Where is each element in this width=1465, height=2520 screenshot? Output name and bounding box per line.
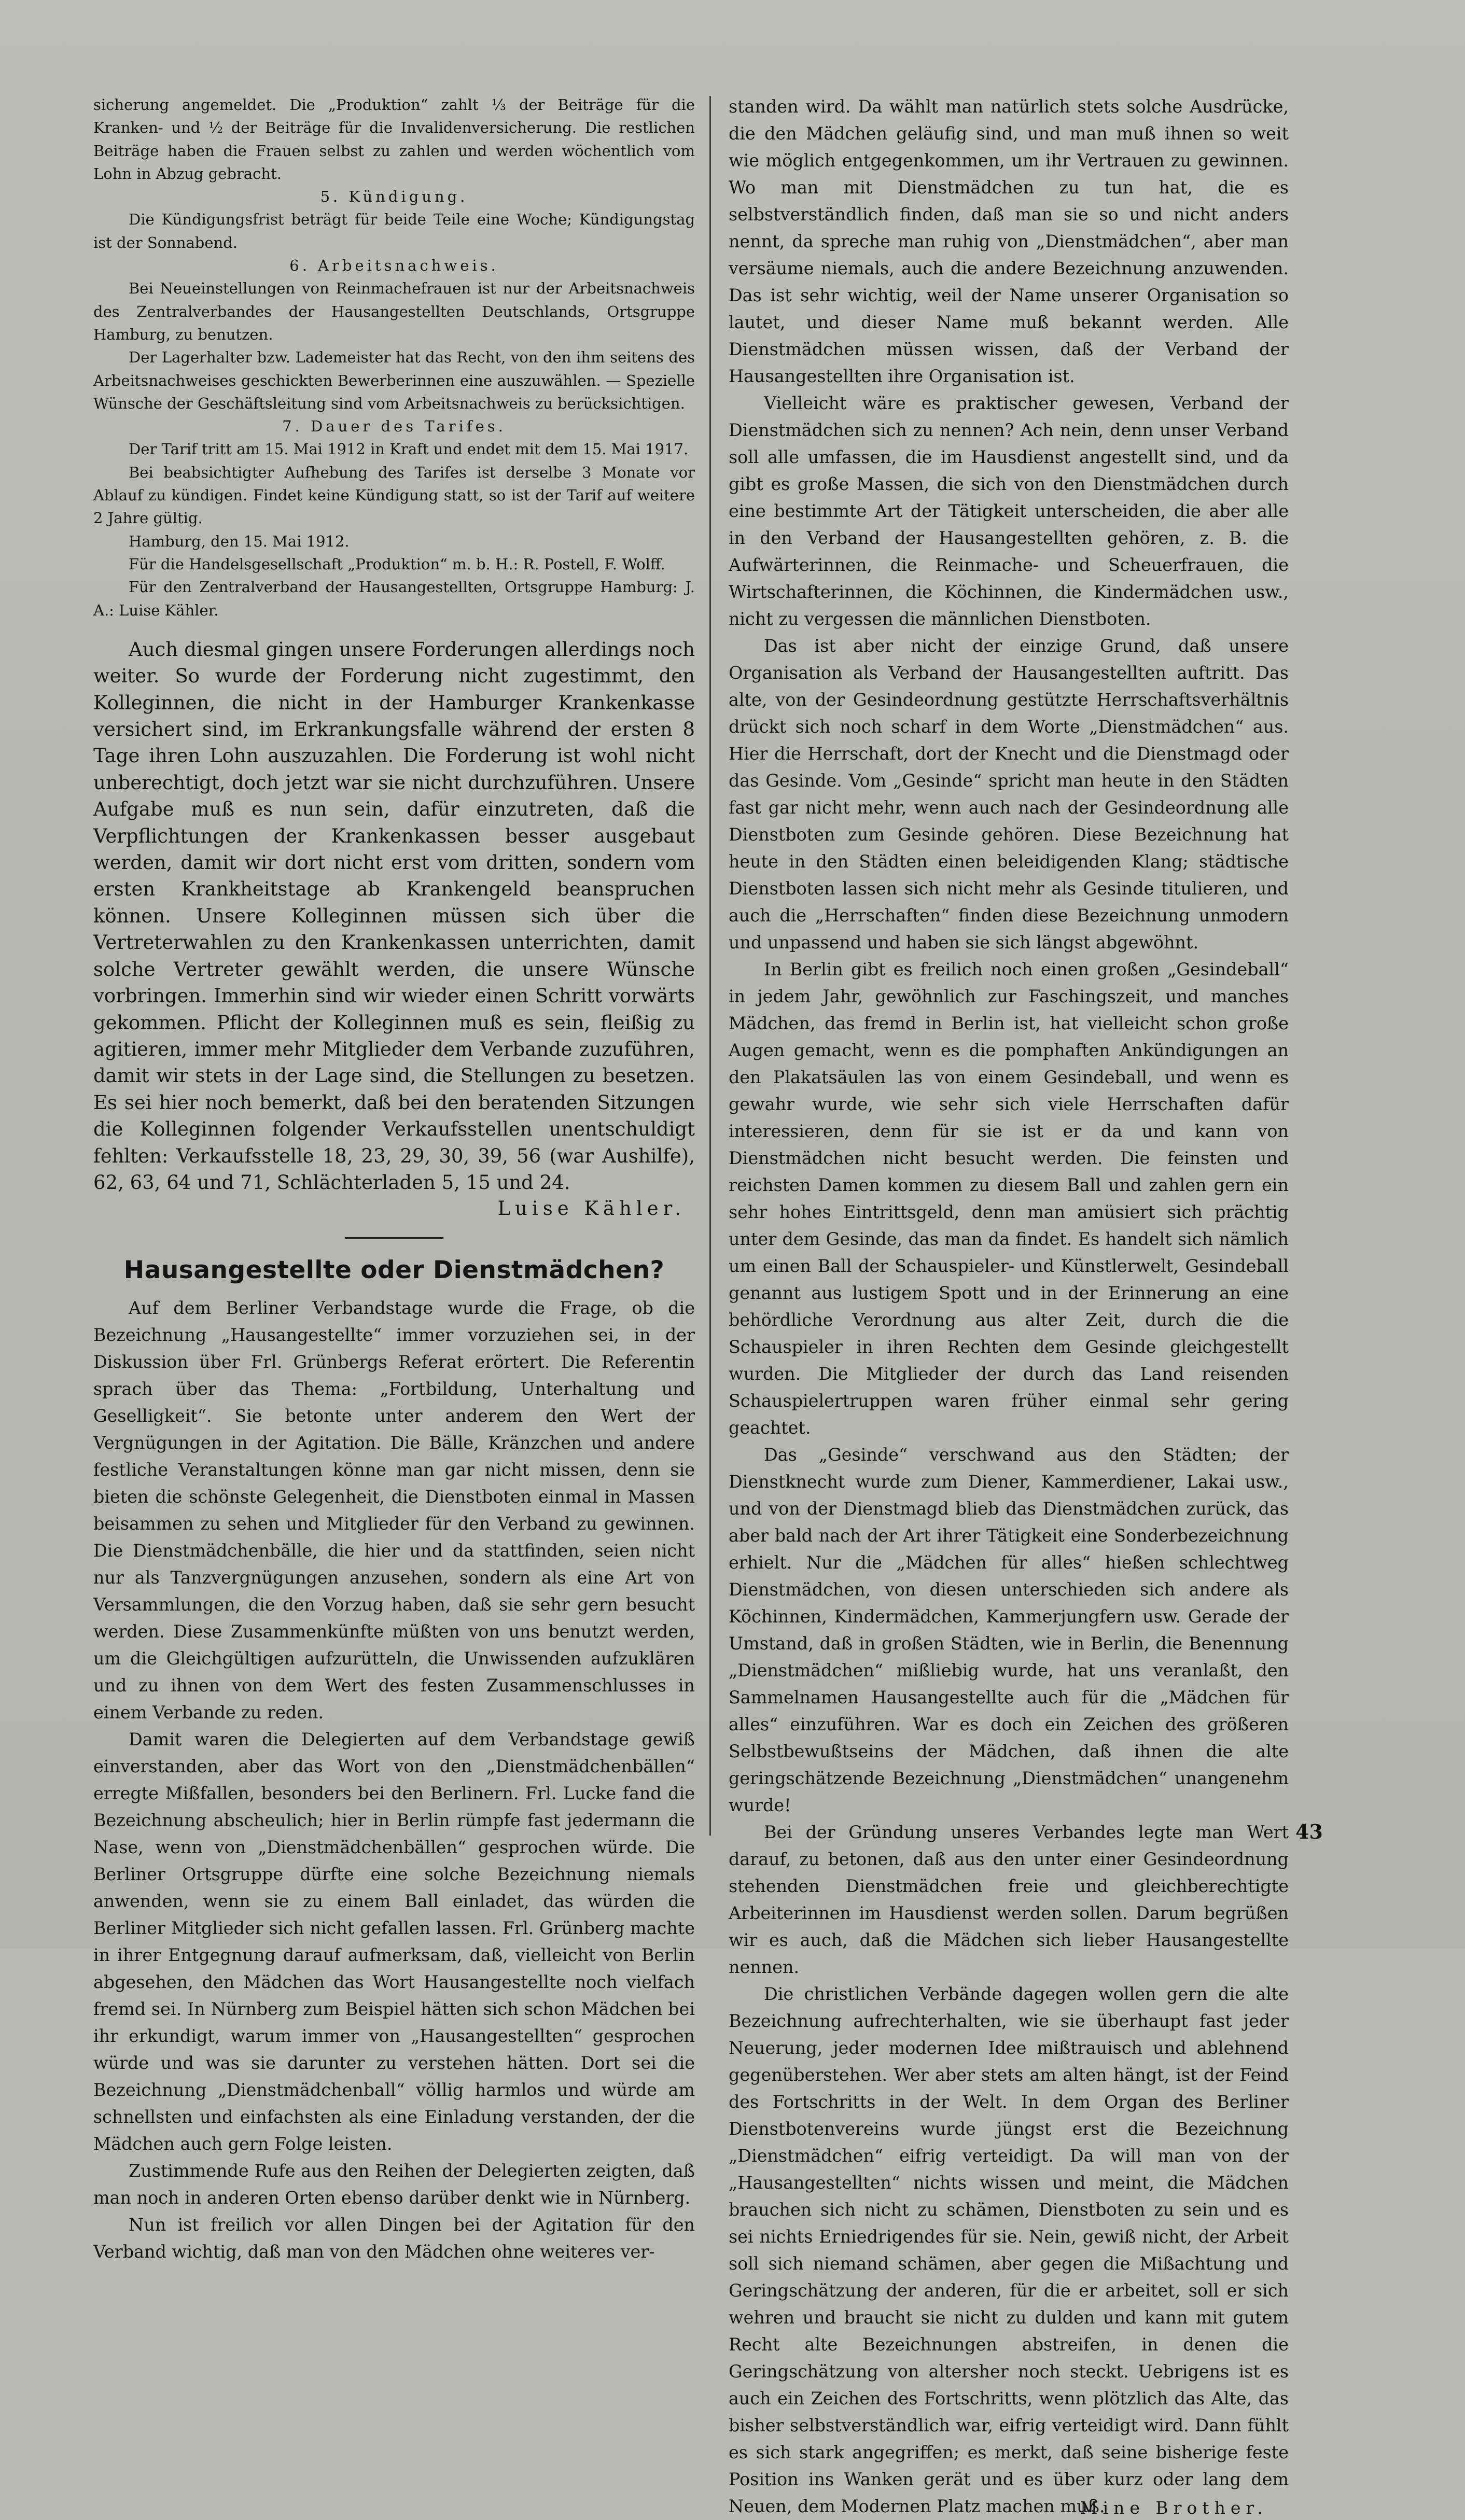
page-number: 43	[1295, 1820, 1323, 1843]
tariff-intro-text: sicherung angemeldet. Die „Produktion“ zahlt ⅓ der Beiträge für die Kranken- und ½ der Beiträge für die Invalidenversicherung. Die restlichen Beiträge haben die Frauen selbst zu zahlen und werden wöchentlich vom Lohn in Abzug gebracht.	[93, 96, 695, 183]
section-5-heading: 5. Kündigung.	[320, 188, 468, 206]
article-paragraph-9: Das „Gesinde“ verschwand aus den Städten; der Dienstknecht wurde zum Diener, Kammerdiener, Lakai usw., und von der Dienstmagd blieb das Dienstmädchen zurück, das aber bald nach der Art ihrer Tätigkeit eine Sonderbezeichnung erhielt. Nur die „Mädchen für alles“ hießen schlechtweg Dienstmädchen, von diesen unterschieden sich andere als Köchinnen, Kindermädchen, Kammerjungfern usw. Gerade der Umstand, daß in großen Städten, wie in Berlin, die Benennung „Dienstmädchen“ mißliebig wurde, hat uns veranlaßt, den Sammelnamen Hausangestellte auch für die „Mädchen für alles“ einzuführen. War es doch ein Zeichen des größeren Selbstbewußtseins der Mädchen, daß ihnen die alte geringschätzende Bezeichnung „Dienstmädchen“ unangenehm wurde!	[729, 1445, 1289, 1815]
article-paragraph-2: Damit waren die Delegierten auf dem Verbandstage gewiß einverstanden, aber das Wort von den „Dienstmädchenbällen“ erregte Mißfallen, besonders bei den Berlinern. Frl. Lucke fand die Bezeichnung abscheulich; hier in Berlin rümpfe fast jedermann die Nase, wenn von „Dienstmädchenbällen“ gesprochen würde. Die Berliner Ortsgruppe dürfte eine solche Bezeichnung niemals anwenden, wenn sie zu einem Ball einladet, das würden die Berliner Mitglieder sich nicht gefallen lassen. Frl. Grünberg machte in ihrer Entgegnung darauf aufmerksam, daß, vielleicht von Berlin abgesehen, den Mädchen das Wort Hausangestellte noch vielfach fremd sei. In Nürnberg zum Beispiel hätten sich schon Mädchen bei ihr erkundigt, warum immer von „Hausangestellten“ gesprochen würde und was sie darunter zu verstehen hätten. Dort sei die Bezeichnung „Dienstmädchenball“ völlig harmlos und würde am schnellsten und einfachsten als eine Einladung verstanden, der die Mädchen auch gern Folge leisten.	[93, 1729, 695, 2154]
report-section	[93, 636, 695, 1222]
tariff-contract-section	[93, 93, 695, 622]
section-separator	[345, 1237, 443, 1239]
article-paragraph-10: Bei der Gründung unseres Verbandes legte man Wert darauf, zu betonen, daß aus den unter einer Gesindeordnung stehenden Dienstmädchen freie und gleichberechtigte Arbeiterinnen im Hausdienst werden sollen. Darum begrüßen wir es auch, daß die Mädchen sich lieber Hausangestellte nennen.	[729, 1822, 1289, 1977]
left-column	[93, 93, 695, 2262]
article-body-left	[93, 1295, 695, 2265]
column-divider	[709, 96, 711, 1836]
report-signature: Luise Kähler.	[497, 1197, 686, 1220]
article-paragraph-1: Auf dem Berliner Verbandstage wurde die Frage, ob die Bezeichnung „Hausangestellte“ immer vorzuziehen sei, in der Diskussion über Frl. Grünbergs Referat erörtert. Die Referentin sprach über das Thema: „Fortbildung, Unterhaltung und Geselligkeit“. Sie betonte unter anderem den Wert der Vergnügungen in der Agitation. Die Bälle, Kränzchen und andere festliche Veranstaltungen könne man gar nicht missen, denn sie bieten die schönste Gelegenheit, die Dienstboten einmal in Massen beisammen zu sehen und Mitglieder für den Verband zu gewinnen. Die Dienstmädchenbälle, die hier und da stattfinden, seien nicht nur als Tanzvergnügungen anzusehen, sondern als eine Art von Versammlungen, die den Vorzug haben, daß sie sehr gern besucht werden. Diese Zusammenkünfte müßten von uns benutzt werden, um die Gleichgültigen aufzurütteln, die Unwissenden aufzuklären und zu ihnen von dem Wert des festen Zusammenschlusses in einem Verbande zu reden.	[93, 1298, 695, 1723]
section-6-heading: 6. Arbeitsnachweis.	[289, 257, 499, 275]
article-paragraph-3: Zustimmende Rufe aus den Reihen der Delegierten zeigten, daß man noch in anderen Orten ebenso darüber denkt wie in Nürnberg.	[93, 2161, 695, 2208]
article-paragraph-7: Das ist aber nicht der einzige Grund, daß unsere Organisation als Verband der Hausangestellten auftritt. Das alte, von der Gesindeordnung gestützte Herrschaftsverhältnis drückt sich noch scharf in dem Worte „Dienstmädchen“ aus. Hier die Herrschaft, dort der Knecht und die Dienstmagd oder das Gesinde. Vom „Gesinde“ spricht man heute in den Städten fast gar nicht mehr, wenn auch nach der Gesindeordnung alle Dienstboten zum Gesinde gehören. Diese Bezeichnung hat heute in den Städten einen beleidigenden Klang; städtische Dienstboten lassen sich nicht mehr als Gesinde titulieren, und auch die „Herrschaften“ finden diese Bezeichnung unmodern und unpassend und haben sie sich längst abgewöhnt.	[729, 636, 1289, 953]
article-body-right	[729, 93, 1289, 2520]
right-column	[729, 93, 1289, 2518]
article-paragraph-11: Die christlichen Verbände dagegen wollen gern die alte Bezeichnung aufrechterhalten, wie sie überhaupt fast jeder Neuerung, jeder modernen Idee mißtrauisch und ablehnend gegenüberstehen. Wer aber stets am alten hängt, ist der Feind des Fortschritts in der Welt. In dem Organ des Berliner Dienstbotenvereins wurde jüngst erst die Bezeichnung „Dienstmädchen“ eifrig verteidigt. Da will man von der „Hausangestellten“ nichts wissen und meint, die Mädchen brauchen sich nicht zu schämen, Dienstboten zu sein und es sei nichts Erniedrigendes für sie. Nein, gewiß nicht, der Arbeit soll sich niemand schämen, aber gegen die Mißachtung und Geringschätzung der anderen, für die er arbeitet, soll er sich wehren und braucht sie nicht zu dulden und kann mit gutem Recht alte Bezeichnungen abstreifen, in denen die Geringschätzung von altersher noch steckt. Uebrigens ist es auch ein Zeichen des Fortschritts, wenn plötzlich das Alte, das bisher selbstverständlich war, eifrig verteidigt wird. Dann fühlt es sich stark angegriffen; es merkt, daß seine bisherige feste Position ins Wanken gerät und es über kurz oder lang dem Neuen, dem Modernen Platz machen muß.	[729, 1984, 1289, 2516]
section-6-text-1: Bei Neueinstellungen von Reinmachefrauen ist nur der Arbeitsnachweis des Zentralverbandes der Hausangestellten Deutschlands, Ortsgruppe Hamburg, zu benutzen.	[93, 279, 695, 343]
contract-signature-union: Für den Zentralverband der Hausangestellten, Ortsgruppe Hamburg: J. A.: Luise Kähler.	[93, 578, 695, 619]
article-paragraph-5: standen wird. Da wählt man natürlich stets solche Ausdrücke, die den Mädchen geläufig sind, und man muß ihnen so weit wie möglich entgegenkommen, um ihr Vertrauen zu gewinnen. Wo man mit Dienstmädchen zu tun hat, die es selbstverständlich finden, daß man sie so und nicht anders nennt, da spreche man ruhig von „Dienstmädchen“, aber man versäume niemals, auch die andere Bezeichnung anzuwenden. Das ist sehr wichtig, weil der Name unserer Organisation so lautet, und dieser Name muß bekannt werden. Alle Dienstmädchen müssen wissen, daß der Verband der Hausangestellten ihre Organisation ist.	[729, 96, 1289, 386]
section-5-text: Die Kündigungsfrist beträgt für beide Teile eine Woche; Kündigungstag ist der Sonnabend.	[93, 211, 695, 251]
section-6-text-2: Der Lagerhalter bzw. Lademeister hat das Recht, von den ihm seitens des Arbeitsnachweises geschickten Bewerberinnen eine auszuwählen. — Spezielle Wünsche der Geschäftsleitung sind vom Arbeitsnachweis zu berücksichtigen.	[93, 348, 695, 412]
section-7-heading: 7. Dauer des Tarifes.	[282, 417, 506, 436]
article-paragraph-6: Vielleicht wäre es praktischer gewesen, Verband der Dienstmädchen sich zu nennen? Ach nein, denn unser Verband soll alle umfassen, die im Hausdienst angestellt sind, und da gibt es große Massen, die sich von den Dienstmädchen durch eine bestimmte Art der Tätigkeit unterscheiden, die aber alle in den Verband der Hausangestellten gehören, z. B. die Aufwärterinnen, die Reinmache- und Scheuerfrauen, die Wirtschafterinnen, die Köchinnen, die Kindermädchen usw., nicht zu vergessen die männlichen Dienstboten.	[729, 393, 1289, 629]
article-headline: Hausangestellte oder Dienstmädchen?	[123, 1256, 665, 1285]
article-paragraph-4: Nun ist freilich vor allen Dingen bei der Agitation für den Verband wichtig, daß man von den Mädchen ohne weiteres ver-	[93, 2215, 695, 2262]
section-7-text-2: Bei beabsichtigter Aufhebung des Tarifes ist derselbe 3 Monate vor Ablauf zu kündigen. Findet keine Kündigung statt, so ist der Tarif auf weitere 2 Jahre gültig.	[93, 463, 695, 527]
section-7-text-1: Der Tarif tritt am 15. Mai 1912 in Kraft und endet mit dem 15. Mai 1917.	[129, 440, 689, 458]
contract-signature-company: Für die Handelsgesellschaft „Produktion“ m. b. H.: R. Postell, F. Wolff.	[129, 555, 665, 573]
report-paragraph: Auch diesmal gingen unsere Forderungen allerdings noch weiter. So wurde der Forderung nicht zugestimmt, den Kolleginnen, die nicht in der Hamburger Krankenkasse versichert sind, im Erkrankungsfalle während der ersten 8 Tage ihren Lohn auszuzahlen. Die Forderung ist wohl nicht unberechtigt, doch jetzt war sie nicht durchzuführen. Unsere Aufgabe muß es nun sein, dafür einzutreten, daß die Verpflichtungen der Krankenkassen besser ausgebaut werden, damit wir dort nicht erst vom dritten, sondern vom ersten Krankheitstage ab Krankengeld beanspruchen können. Unsere Kolleginnen müssen sich über die Vertreterwahlen zu den Krankenkassen unterrichten, damit solche Vertreter gewählt werden, die unsere Wünsche vorbringen. Immerhin sind wir wieder einen Schritt vorwärts gekommen. Pflicht der Kolleginnen muß es sein, fleißig zu agitieren, immer mehr Mitglieder dem Verbande zuzuführen, damit wir stets in der Lage sind, die Stellungen zu besetzen. Es sei hier noch bemerkt, daß bei den beratenden Sitzungen die Kolleginnen folgender Verkaufsstellen unentschuldigt fehlten: Verkaufsstelle 18, 23, 29, 30, 39, 56 (war Aushilfe), 62, 63, 64 und 71, Schlächterladen 5, 15 und 24.	[93, 638, 695, 1194]
article-paragraph-8: In Berlin gibt es freilich noch einen großen „Gesindeball“ in jedem Jahr, gewöhnlich zur Faschingszeit, und manches Mädchen, das fremd in Berlin ist, hat vielleicht schon große Augen gemacht, wenn es die pomphaften Ankündigungen an den Plakatsäulen las von einem Gesindeball, und wenn es gewahr wurde, wie sehr sich viele Herrschaften dafür interessieren, denn für sie ist er da und kann von Dienstmädchen nicht besucht werden. Die feinsten und reichsten Damen kommen zu diesem Ball und zahlen gern ein sehr hohes Eintrittsgeld, denn man amüsiert sich prächtig unter dem Gesinde, das man da findet. Es handelt sich nämlich um einen Ball der Schauspieler- und Künstlerwelt, Gesindeball genannt aus lustigem Spott und in der Erinnerung an eine behördliche Verordnung aus alter Zeit, durch die die Schauspieler in ihren Rechten dem Gesinde gleichgestellt wurden. Die Mitglieder der durch das Land reisenden Schauspielertruppen waren früher einmal sehr gering geachtet.	[729, 959, 1289, 1438]
article-signature: Mine Brother.	[1080, 2498, 1268, 2518]
contract-date-line: Hamburg, den 15. Mai 1912.	[129, 532, 350, 550]
